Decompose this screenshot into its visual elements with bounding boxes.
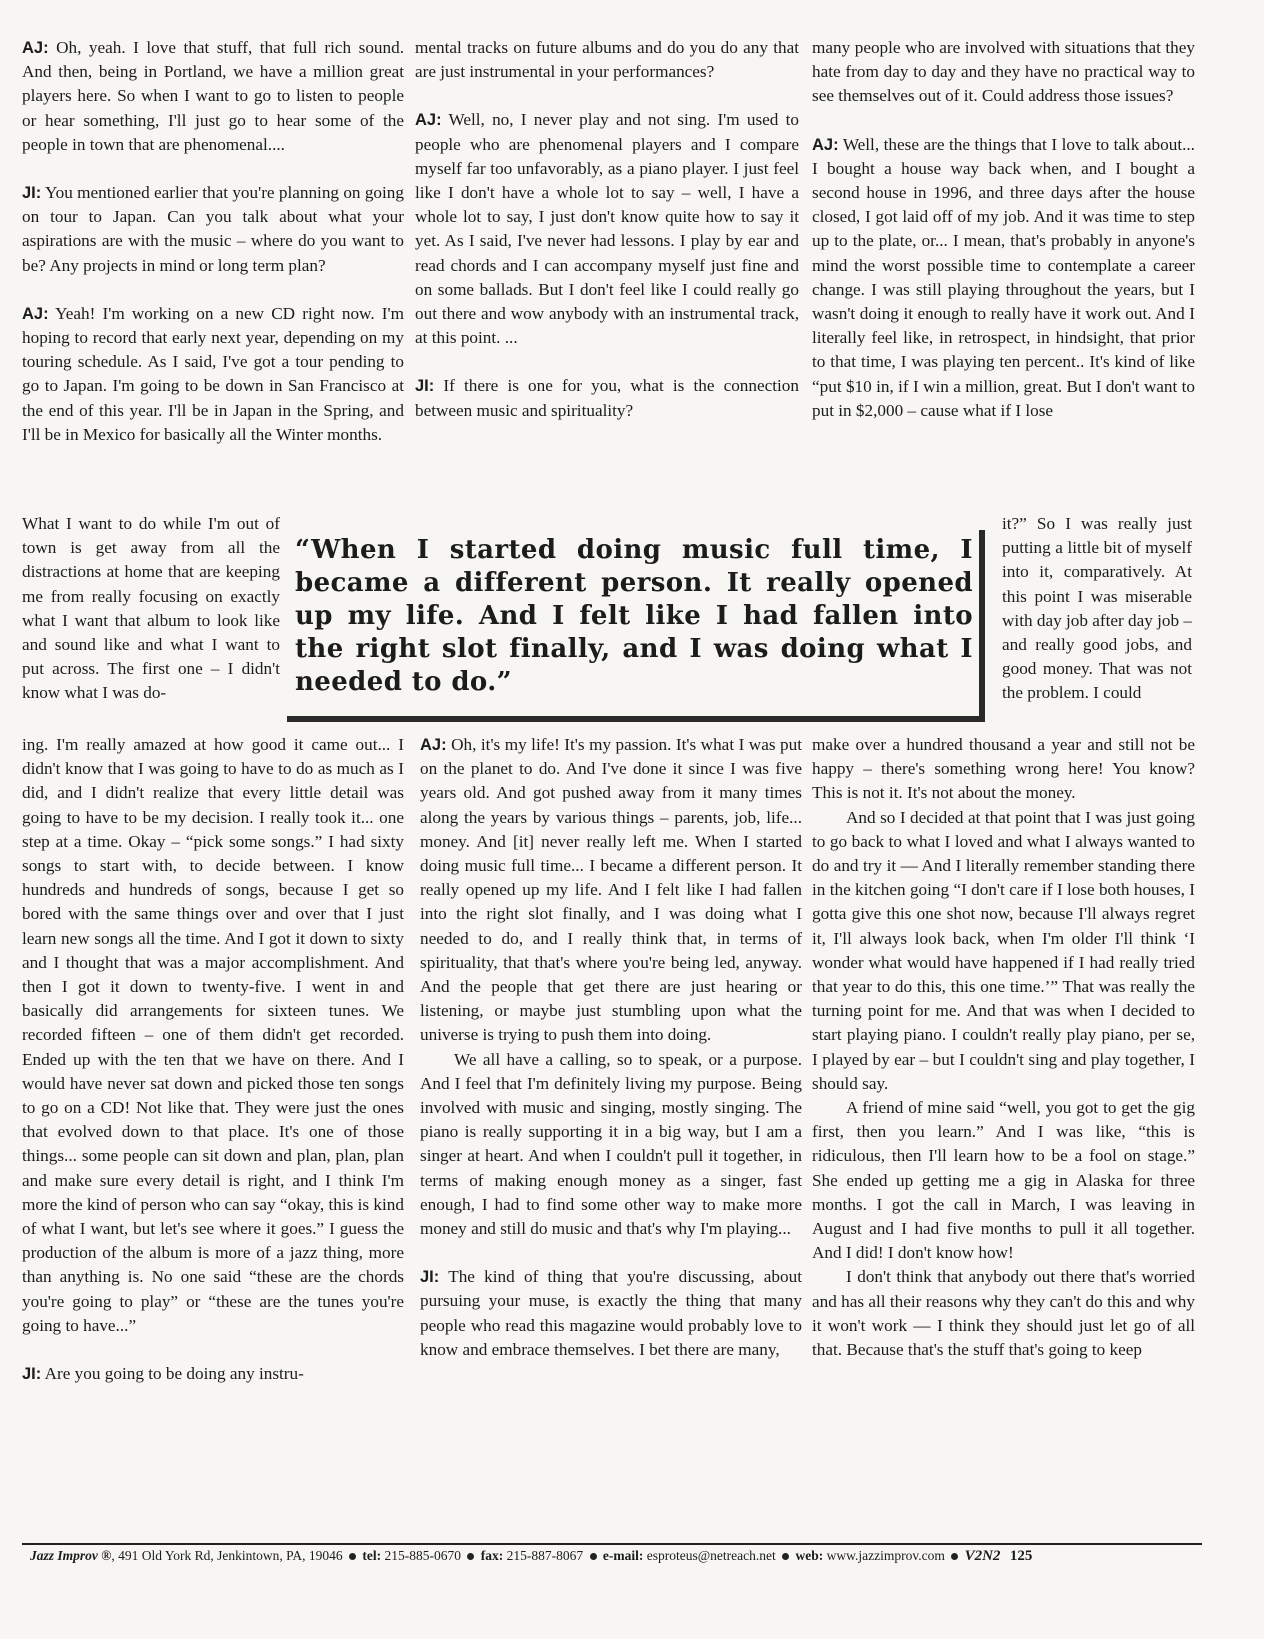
speaker-aj: AJ:: [22, 39, 49, 57]
footer-fax-label: fax:: [480, 1548, 504, 1563]
column-2-bottom: [420, 733, 802, 1362]
answer-paragraph: AJ: Yeah! I'm working on a new CD right now. I'm hoping to record that early next year, depending on my touring schedule. As I said, I've got a tour pending to go to Japan. I'm going to be down in San Francisco at the end of this year. I'll be in Japan in the Spring, and I'll be in Mexico for basically all the Winter months.: [22, 303, 404, 444]
body-text: it?” So I was really just putting a little bit of myself into it, comparatively. At this point I was miserable with day job after day job – and really good jobs, and good money. That was not the problem. I could: [1002, 514, 1192, 703]
speaker-ji: JI:: [420, 1268, 440, 1287]
question-paragraph: JI: Are you going to be doing any instru-: [22, 1364, 304, 1384]
footer-tel: 215-885-0670: [384, 1548, 461, 1563]
footer-issue: V2N2: [964, 1548, 1001, 1564]
body-text: make over a hundred thousand a year and still not be happy – there's something wrong here! You know? This is not it. It's not about the money.: [812, 735, 1195, 803]
footer-tel-label: tel:: [362, 1548, 382, 1563]
question-paragraph: JI: You mentioned earlier that you're planning on going on tour to Japan. Can you talk about what your aspirations are with the music – where do you want to be? Any projects in mind or long term plan?: [22, 183, 404, 275]
column-1-wrap: [22, 512, 280, 706]
body-text: We all have a calling, so to speak, or a purpose. And I feel that I'm definitely living my purpose. Being involved with music and singing, mostly singing. The piano is really supporting it in a big way, but I am a singer at heart. And when I couldn't pull it together, in terms of making enough money as a singer, fast enough, I had to find some other way to make more money and still do music and that's why I'm playing...: [420, 1049, 802, 1239]
bullet-icon: [467, 1553, 474, 1560]
bullet-icon: [349, 1553, 356, 1560]
column-2-top: [415, 36, 799, 423]
column-1-top: [22, 36, 404, 447]
speaker-ji: JI:: [22, 1365, 42, 1384]
footer-address: , 491 Old York Rd, Jenkintown, PA, 19046: [111, 1548, 343, 1563]
answer-paragraph: AJ: Well, these are the things that I love to talk about... I bought a house way back when, and I bought a second house in 1996, and three days after the house closed, I got laid off of my job. And it was time to step up to the plate, or... I mean, that's probably in anyone's mind the worst possible time to contemplate a career change. I was still playing throughout the years, but I wasn't doing it enough to really have it work out. And I literally feel like, in retrospect, in hindsight, that prior to that time, I was playing ten percent.. It's kind of like “put $10 in, if I win a million, great. But I don't want to put in $2,000 – cause what if I lose: [812, 134, 1195, 420]
question-paragraph: JI: If there is one for you, what is the connection between music and spirituality?: [415, 376, 799, 420]
footer-email[interactable]: esproteus@netreach.net: [646, 1548, 776, 1563]
speaker-aj: AJ:: [22, 304, 49, 323]
bullet-icon: [782, 1553, 789, 1560]
answer-paragraph: AJ: Oh, yeah. I love that stuff, that full rich sound. And then, being in Portland, we have a million great players here. So when I want to go to listen to people or hear something, I'll just go to hear some of the people in town that are phenomenal....: [22, 38, 404, 154]
body-text: And so I decided at that point that I was just going to go back to what I loved and what I always wanted to do and try it — And I literally remember standing there in the kitchen going “I don't care if I lose both houses, I gotta give this one shot now, because I'll always regret it, I'll always look back, when I'm older I'll think ‘I wonder what would have happened if I had really tried that year to do this, this one time.’” That was really the turning point for me. And that was when I decided to start playing piano. I couldn't really play piano, per se, I played by ear – but I couldn't sing and play together, I should say.: [812, 807, 1195, 1093]
pull-quote: “When I started doing music full time, I became a different person. It really opened up my life. And I felt like I had fallen into the right slot finally, and I was doing what I needed to do.”: [295, 535, 973, 697]
footer-web-label: web:: [795, 1548, 824, 1563]
bullet-icon: [590, 1553, 597, 1560]
answer-paragraph: AJ: Well, no, I never play and not sing. I'm used to people who are phenomenal players and I compare myself far too unfavorably, as a piano player. I just feel like I don't have a whole lot to say – well, I have a whole lot to say, I just don't know quite how to say it yet. As I said, I've never had lessons. I play by ear and read chords and I can accompany myself just fine and on some ballads. But I don't feel like I could really go out there and wow anybody with an instrumental track, at this point. ...: [415, 110, 799, 348]
footer-email-label: e-mail:: [602, 1548, 644, 1563]
footer-fax: 215-887-8067: [506, 1548, 584, 1563]
footer-web[interactable]: www.jazzimprov.com: [826, 1548, 945, 1563]
footer-rule: [22, 1543, 1202, 1545]
speaker-ji: JI:: [415, 377, 435, 396]
speaker-aj: AJ:: [420, 736, 447, 754]
footer: [30, 1548, 1200, 1565]
page-number: 125: [1009, 1548, 1033, 1564]
body-text: A friend of mine said “well, you got to get the gig first, then you learn.” And I was like, “this is ridiculous, then I'll learn how to be a fool on stage.” She ended up getting me a gig in Alaska for three months. I got the call in March, I was leaving in August and I had five months to pull it all together. And I did! I don't know how!: [812, 1098, 1195, 1263]
question-continued: mental tracks on future albums and do you do any that are just instrumental in your performances?: [415, 38, 799, 82]
body-text: I don't think that anybody out there that's worried and has all their reasons why they can't do this and why it won't work — I think they should just let go of all that. Because that's the stuff that's going to keep: [812, 1267, 1195, 1360]
column-1-bottom: [22, 733, 404, 1386]
speaker-aj: AJ:: [415, 111, 442, 130]
answer-paragraph: AJ: Oh, it's my life! It's my passion. It's what I was put on the planet to do. And I've done it since I was five years old. And got pushed away from it many times along the years by various things – parents, job, life... money. And [it] never really left me. When I started doing music full time... I became a different person. It really opened up my life. And I felt like I had fallen into the right slot finally, and I was doing what I needed to do, and I really think that, in terms of spirituality, that that's where you're being led, anyway. And the people that get there are just hearing or listening, or maybe just stumbling upon what the universe is trying to push them into doing.: [420, 735, 802, 1045]
question-paragraph: JI: The kind of thing that you're discussing, about pursuing your muse, is exactly the thing that many people who read this magazine would probably love to know and embrace themselves. I bet there are many,: [420, 1267, 802, 1359]
speaker-ji: JI:: [22, 184, 42, 203]
pull-quote-box: [287, 530, 985, 722]
footer-brand: Jazz Improv ®: [30, 1548, 112, 1563]
body-text: What I want to do while I'm out of town is get away from all the distractions at home that are keeping me from really focusing on exactly what I want that album to look like and sound like and what I want to put across. The first one – I didn't know what I was do-: [22, 514, 280, 703]
body-text: ing. I'm really amazed at how good it came out... I didn't know that I was going to have to do as much as I did, and I didn't realize that every little detail was going to have to be my decision. I really took it... one step at a time. Okay – “pick some songs.” I had sixty songs to start with, to decide between. I know hundreds and hundreds of songs, because I get so bored with the same things over and over that I just learn new songs all the time. And I got it down to sixty and I thought that was a major accomplishment. And then I got it down to twenty-five. I went in and basically did arrangements for sixteen tunes. We recorded fifteen – one of them didn't get recorded. Ended up with the ten that we have on there. And I would have never sat down and picked those ten songs to go on a CD! Not like that. They were just the ones that evolved down to that place. It's one of those things... some people can sit down and plan, plan, plan and make sure every detail is right, and I think I'm more the kind of person who can say “okay, this is kind of what I want, but let's see where it goes.” I guess the production of the album is more of a jazz thing, more than anything is. No one said “these are the chords you're going to play” or “these are the tunes you're going to have...”: [22, 735, 404, 1335]
column-3-wrap: [1002, 512, 1192, 706]
bullet-icon: [951, 1553, 958, 1560]
speaker-aj: AJ:: [812, 135, 839, 154]
column-3-top: [812, 36, 1195, 423]
column-3-bottom: [812, 733, 1195, 1362]
question-continued: many people who are involved with situations that they hate from day to day and they have no practical way to see themselves out of it. Could address those issues?: [812, 38, 1195, 106]
